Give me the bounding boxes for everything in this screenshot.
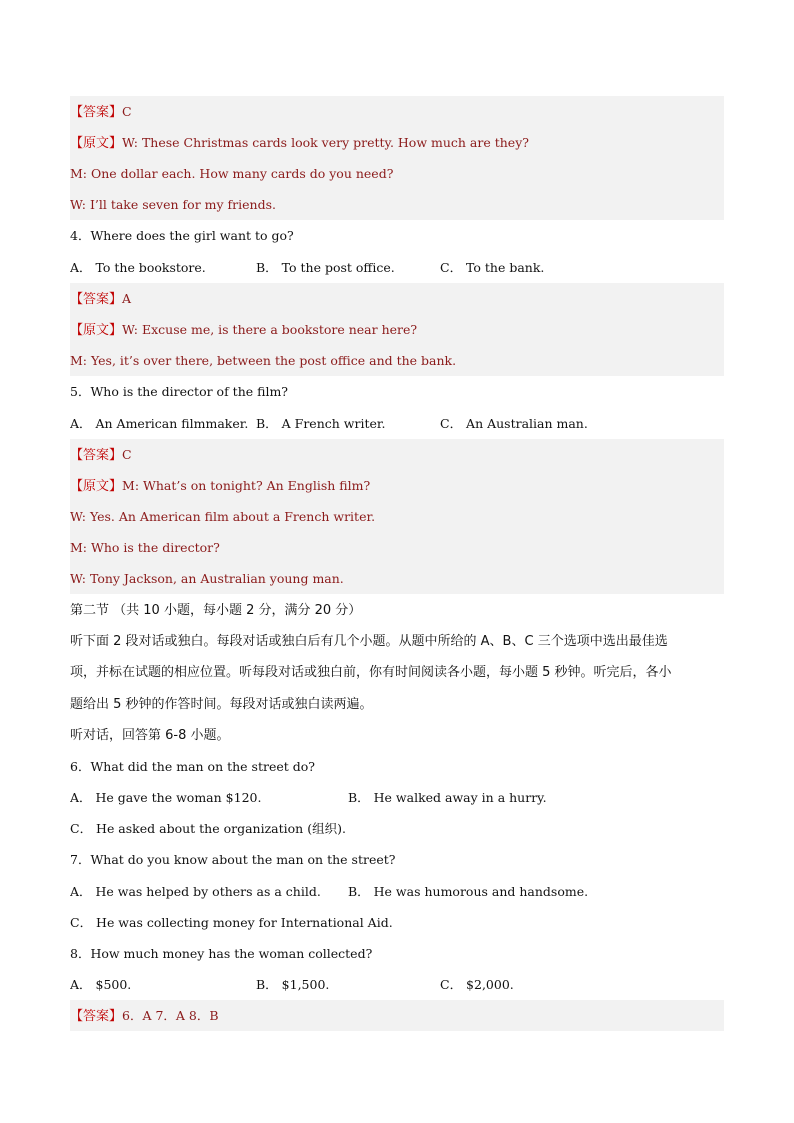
answer-row [70,96,724,127]
script-line: M: One dollar each. How many cards do you need? [70,158,724,189]
answer-tag: 【答案】 [70,292,123,307]
answer-tag: 【答案】 [70,1009,123,1024]
script-line: W: Excuse me, is there a bookstore near here? [122,322,418,337]
option-c: C． He asked about the organization (组织). [70,821,346,836]
answer-value: 6．A 7．A 8．B [122,1008,219,1023]
answer-value: A [122,291,132,306]
script-line: M: What’s on tonight? An English film? [122,478,371,493]
script-row [70,470,724,501]
options-row [70,408,724,439]
option-b: B． He was humorous and handsome. [348,884,589,899]
option-c: C． To the bank. [440,260,545,275]
options-row [70,969,724,1000]
option-c: C． An Australian man. [440,416,588,431]
answer-row [70,439,724,470]
section-heading: 第二节 （共 10 小题，每小题 2 分，满分 20 分） [70,603,362,618]
instruction-line: 题给出 5 秒钟的作答时间。每段对话或独白读两遍。 [70,697,373,712]
question-4: 4．Where does the girl want to go? [70,228,294,243]
script-row [70,314,724,345]
dialogue-intro: 听对话，回答第 6-8 小题。 [70,728,230,743]
answer-tag: 【答案】 [70,448,123,463]
script-line: W: Tony Jackson, an Australian young man. [70,563,724,594]
question-8: 8．How much money has the woman collected? [70,946,373,961]
option-a: A． An American filmmaker. [70,416,249,431]
options-row [70,876,724,907]
option-a: A． He was helped by others as a child. [70,884,321,899]
script-tag: 【原文】 [70,136,123,151]
answer-tag: 【答案】 [70,105,123,120]
instruction-line: 听下面 2 段对话或独白。每段对话或独白后有几个小题。从题中所给的 A、B、C 三个选项中选出最佳选 [70,634,668,649]
option-b: B． He walked away in a hurry. [348,790,547,805]
option-c: C． $2,000. [440,977,514,992]
question-5: 5．Who is the director of the film? [70,384,289,399]
option-b: B． To the post office. [256,260,395,275]
option-a: A． He gave the woman $120. [70,790,262,805]
option-b: B． $1,500. [256,977,330,992]
options-row [70,252,724,283]
script-line: M: Who is the director? [70,532,724,563]
script-line: M: Yes, it’s over there, between the post office and the bank. [70,345,724,376]
option-c: C． He was collecting money for International Aid. [70,915,393,930]
answer-value: C [122,104,132,119]
answer-value: C [122,447,132,462]
script-line: W: I’ll take seven for my friends. [70,189,724,220]
option-a: A． To the bookstore. [70,260,206,275]
options-row [70,782,724,813]
option-a: A． $500. [70,977,132,992]
script-tag: 【原文】 [70,323,123,338]
question-6: 6．What did the man on the street do? [70,759,315,774]
script-line: W: These Christmas cards look very pretty. How much are they? [122,135,529,150]
script-line: W: Yes. An American film about a French writer. [70,501,724,532]
answer-row [70,1000,724,1031]
option-b: B． A French writer. [256,416,386,431]
script-tag: 【原文】 [70,479,123,494]
answer-row [70,283,724,314]
question-7: 7．What do you know about the man on the street? [70,852,396,867]
instruction-line: 项，并标在试题的相应位置。听每段对话或独白前，你有时间阅读各小题，每小题 5 秒钟。听完后，各小 [70,665,672,680]
script-row [70,127,724,158]
